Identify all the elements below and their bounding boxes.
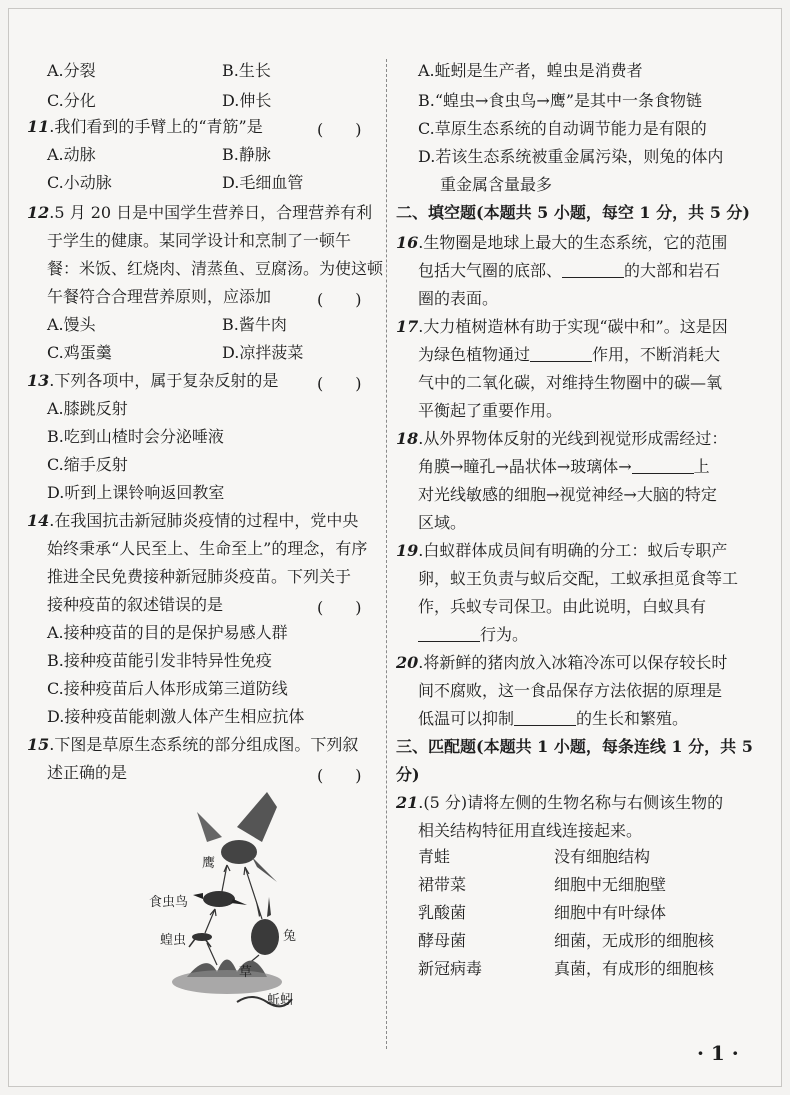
- q14-line-3: 推进全民免费接种新冠肺炎疫苗。下列关于: [47, 567, 352, 586]
- q16-line-1: [396, 233, 727, 253]
- q12-option-d: D.凉拌菠菜: [222, 343, 304, 362]
- q19-blank[interactable]: [418, 625, 480, 642]
- q10-option-b: B.生长: [222, 61, 271, 80]
- earthworm-label: 蚯蚓: [267, 993, 294, 1008]
- q18-number: 18: [396, 429, 419, 448]
- food-web-figure: [127, 787, 312, 1017]
- q13-number: 13: [27, 371, 50, 390]
- grass-label: 草: [239, 965, 253, 980]
- q17-text-2b: 作用，不断消耗大: [592, 345, 721, 364]
- q20-number: 20: [396, 653, 419, 672]
- q10-option-d: D.伸长: [222, 91, 272, 110]
- q18-line-3: 对光线敏感的细胞→视觉神经→大脑的特定: [418, 485, 717, 504]
- q17-line-3: 气中的二氧化碳，对维持生物圈中的碳—氧: [418, 373, 723, 392]
- q13-answer-paren: ( ): [317, 374, 362, 393]
- q17-text-1: .大力植树造林有助于实现“碳中和”。这是因: [418, 317, 728, 336]
- q19-line-4: [418, 625, 528, 645]
- q15-option-b: B.“蝗虫→食虫鸟→鹰”是其中一条食物链: [418, 91, 703, 110]
- section-2-header: 二、填空题(本题共 5 小题，每空 1 分，共 5 分): [396, 203, 750, 222]
- match-trait-1[interactable]: 没有细胞结构: [554, 847, 651, 866]
- q11-option-a: A.动脉: [47, 145, 96, 164]
- section-3-header-line-1: 三、匹配题(本题共 1 小题，每条连线 1 分，共 5: [396, 737, 753, 756]
- q20-blank[interactable]: [514, 709, 576, 726]
- q17-line-2: [418, 345, 720, 365]
- q15-answer-paren: ( ): [317, 766, 362, 785]
- q12-line-1: [27, 203, 372, 223]
- q17-blank[interactable]: [530, 345, 592, 362]
- match-name-2[interactable]: 裙带菜: [418, 875, 467, 894]
- q13-option-c: C.缩手反射: [47, 455, 128, 474]
- q10-option-c: C.分化: [47, 91, 96, 110]
- q21-line-1: [396, 793, 723, 813]
- q14-line-2: 始终秉承“人民至上、生命至上”的理念，有序: [47, 539, 368, 558]
- q12-line-3: 餐：米饭、红烧肉、清蒸鱼、豆腐汤。为使这顿: [47, 259, 384, 278]
- locust-drawing: [189, 933, 212, 947]
- q21-text-1: .(5 分)请将左侧的生物名称与右侧该生物的: [418, 793, 724, 812]
- q20-line-1: [396, 653, 727, 673]
- match-name-3[interactable]: 乳酸菌: [418, 903, 467, 922]
- q13-text: .下列各项中，属于复杂反射的是: [49, 371, 279, 390]
- q15-number: 15: [27, 735, 50, 754]
- q16-text-2a: 包括大气圈的底部、: [418, 261, 563, 280]
- q18-line-1: [396, 429, 727, 449]
- q19-text-1: .白蚁群体成员间有明确的分工：蚁后专职产: [418, 541, 728, 560]
- q15-text-1: .下图是草原生态系统的部分组成图。下列叙: [49, 735, 359, 754]
- q14-number: 14: [27, 511, 50, 530]
- q16-line-2: [418, 261, 720, 281]
- q16-text-2b: 的大部和岩石: [624, 261, 721, 280]
- q16-number: 16: [396, 233, 419, 252]
- match-name-4[interactable]: 酵母菌: [418, 931, 467, 950]
- q18-blank[interactable]: [632, 457, 694, 474]
- q18-text-1: .从外界物体反射的光线到视觉形成需经过：: [418, 429, 728, 448]
- q14-answer-paren: ( ): [317, 598, 362, 617]
- match-name-1[interactable]: 青蛙: [418, 847, 451, 866]
- q16-blank[interactable]: [562, 261, 624, 278]
- page-number: · 1 ·: [697, 1041, 739, 1065]
- q12-line-2: 于学生的健康。某同学设计和烹制了一顿午: [47, 231, 352, 250]
- q11-number: 11: [27, 117, 50, 136]
- q13-option-d: D.听到上课铃响返回教室: [47, 483, 225, 502]
- q14-option-a: A.接种疫苗的目的是保护易感人群: [47, 623, 288, 642]
- q13-stem: [27, 371, 278, 391]
- q14-option-b: B.接种疫苗能引发非特异性免疫: [47, 651, 272, 670]
- q10-option-a: A.分裂: [47, 61, 96, 80]
- hawk-label: 鹰: [202, 856, 216, 871]
- q16-line-3: 圈的表面。: [418, 289, 499, 308]
- q15-option-d-line-1: D.若该生态系统被重金属污染，则兔的体内: [418, 147, 724, 166]
- q18-text-2b: 上: [693, 457, 710, 476]
- locust-label: 蝗虫: [160, 933, 187, 948]
- match-trait-5[interactable]: 真菌，有成形的细胞核: [554, 959, 715, 978]
- q21-line-2: 相关结构特征用直线连接起来。: [418, 821, 643, 840]
- q11-option-d: D.毛细血管: [222, 173, 304, 192]
- q16-text-1: .生物圈是地球上最大的生态系统，它的范围: [418, 233, 728, 252]
- bird-label: 食虫鸟: [149, 895, 189, 910]
- match-trait-2[interactable]: 细胞中无细胞壁: [554, 875, 667, 894]
- q14-option-d: D.接种疫苗能刺激人体产生相应抗体: [47, 707, 305, 726]
- q14-text-1: .在我国抗击新冠肺炎疫情的过程中，党中央: [49, 511, 359, 530]
- q14-option-c: C.接种疫苗后人体形成第三道防线: [47, 679, 288, 698]
- q17-text-2a: 为绿色植物通过: [418, 345, 531, 364]
- q18-line-2: [418, 457, 710, 477]
- q11-option-c: C.小动脉: [47, 173, 112, 192]
- q20-line-2: 间不腐败，这一食品保存方法依据的原理是: [418, 681, 723, 700]
- match-trait-3[interactable]: 细胞中有叶绿体: [554, 903, 667, 922]
- q12-line-4: 午餐符合合理营养原则，应添加: [47, 287, 272, 306]
- q17-number: 17: [396, 317, 419, 336]
- q11-option-b: B.静脉: [222, 145, 271, 164]
- q12-option-c: C.鸡蛋羹: [47, 343, 112, 362]
- q12-option-b: B.酱牛肉: [222, 315, 287, 334]
- match-trait-4[interactable]: 细菌，无成形的细胞核: [554, 931, 715, 950]
- q20-text-3a: 低温可以抑制: [418, 709, 515, 728]
- q19-number: 19: [396, 541, 419, 560]
- q21-number: 21: [396, 793, 419, 812]
- q15-option-d-line-2: 重金属含量最多: [440, 175, 553, 194]
- column-divider: [386, 59, 387, 1049]
- q13-option-b: B.吃到山楂时会分泌唾液: [47, 427, 224, 446]
- q17-line-4: 平衡起了重要作用。: [418, 401, 563, 420]
- match-name-5[interactable]: 新冠病毒: [418, 959, 483, 978]
- q15-line-1: [27, 735, 358, 755]
- q12-answer-paren: ( ): [317, 290, 362, 309]
- q12-text-1: .5 月 20 日是中国学生营养日，合理营养有利: [49, 203, 373, 222]
- q12-number: 12: [27, 203, 50, 222]
- q12-option-a: A.馒头: [47, 315, 96, 334]
- q11-answer-paren: ( ): [317, 120, 362, 139]
- page: [8, 8, 782, 1087]
- q19-text-4b: 行为。: [480, 625, 529, 644]
- q17-line-1: [396, 317, 728, 337]
- q20-text-1: .将新鲜的猪肉放入冰箱冷冻可以保存较长时: [418, 653, 728, 672]
- rabbit-drawing: [251, 897, 279, 955]
- rabbit-label: 兔: [283, 929, 297, 944]
- q15-option-a: A.蚯蚓是生产者，蝗虫是消费者: [418, 61, 643, 80]
- q19-line-1: [396, 541, 727, 561]
- q18-text-2a: 角膜→瞳孔→晶状体→玻璃体→: [418, 457, 632, 476]
- q14-line-1: [27, 511, 358, 531]
- q18-line-4: 区域。: [418, 513, 467, 532]
- q19-line-3: 作，兵蚁专司保卫。由此说明，白蚁具有: [418, 597, 707, 616]
- q11-text: .我们看到的手臂上的“青筋”是: [49, 117, 263, 136]
- q13-option-a: A.膝跳反射: [47, 399, 128, 418]
- q11-stem: [27, 117, 263, 137]
- section-3-header-line-2: 分): [396, 765, 420, 784]
- food-web-arrows: [205, 865, 262, 965]
- q15-line-2: 述正确的是: [47, 763, 128, 782]
- q15-option-c: C.草原生态系统的自动调节能力是有限的: [418, 119, 707, 138]
- q19-line-2: 卵，蚁王负责与蚁后交配，工蚁承担觅食等工: [418, 569, 739, 588]
- grass-drawing: [172, 960, 282, 995]
- q20-text-3b: 的生长和繁殖。: [576, 709, 689, 728]
- q14-line-4: 接种疫苗的叙述错误的是: [47, 595, 224, 614]
- q20-line-3: [418, 709, 688, 729]
